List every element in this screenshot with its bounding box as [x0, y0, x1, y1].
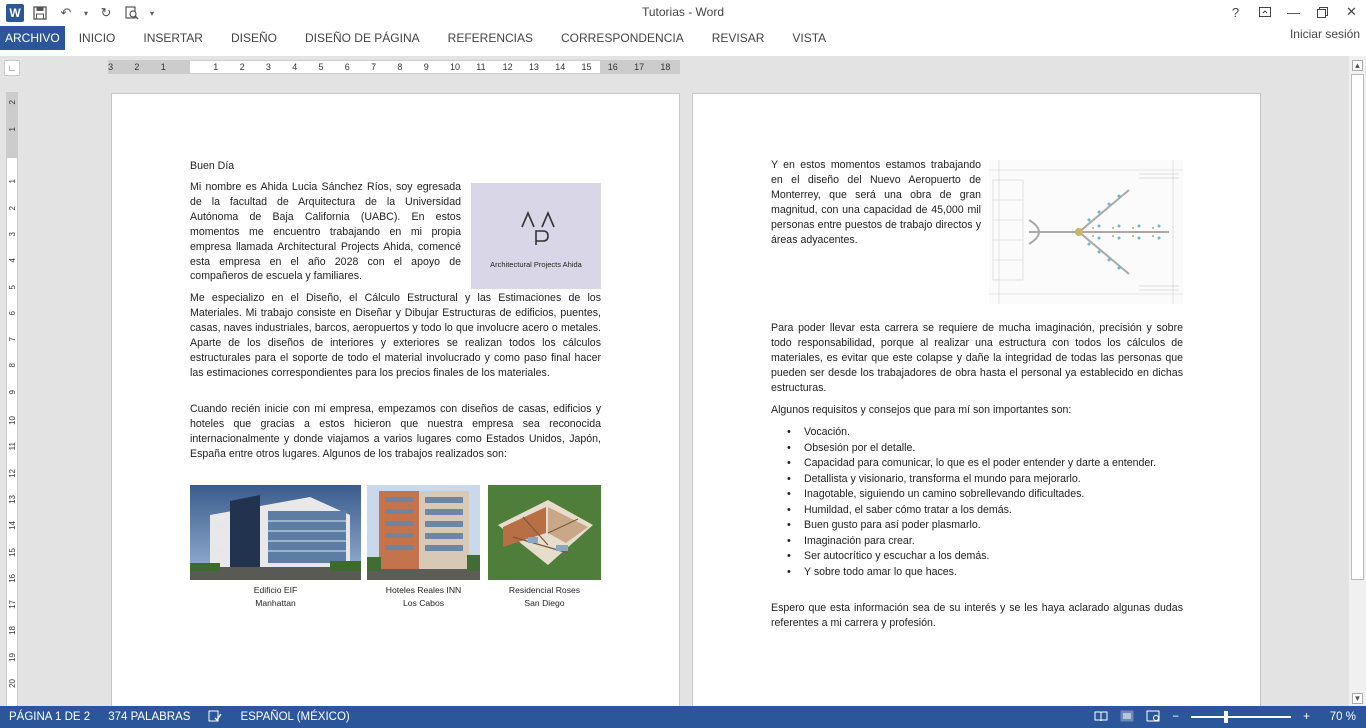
ruler-tick: 1 — [8, 126, 17, 132]
caption-line: Hoteles Reales INN — [385, 585, 462, 595]
ruler-tick: 12 — [8, 468, 17, 478]
ruler-tick: 2 — [134, 62, 140, 72]
ruler-tick: 17 — [634, 62, 645, 72]
closing-paragraph: Espero que esta información sea de su interés y se les haya aclarado algunas dudas referentes a mi carrera y profesión. — [771, 602, 1183, 629]
zoom-level[interactable]: 70 % — [1329, 711, 1356, 723]
list-item: • Detallista y visionario, transforma el mundo para mejorarlo. — [771, 472, 1191, 488]
specialization-paragraph: Me especializo en el Diseño, el Cálculo Estructural y las Estimaciones de los Materiales. Mi trabajo consiste en Diseñar y Dibujar Estructuras de edificios, puentes, casas, naves industriales, barcos, aeropuertos y todo lo que involucre acero o metales. Aparte de los diseños de interiores y exteriores se realizan todos los cálculos estructurales para el soporte de todo el material involucrado y como paso final hacer las estimaciones correspondientes para los precios finales de los materiales. — [190, 292, 601, 379]
ruler-tick: 13 — [8, 494, 17, 504]
airport-paragraph: Y en estos momentos estamos trabajando en el diseño del Nuevo Aeropuerto de Monterrey, que será una obra de gran magnitud, con una capacidad de 45,000 mil personas entre puestos de trabajo directos y áreas adyacentes. — [771, 159, 981, 246]
ruler-tick: 15 — [581, 62, 592, 72]
redo-icon[interactable]: ↻ — [100, 5, 112, 20]
ruler-tick: 1 — [160, 62, 166, 72]
print-layout-icon[interactable] — [1120, 710, 1134, 725]
page-count[interactable]: PÁGINA 1 DE 2 — [9, 711, 91, 723]
undo-dropdown-icon[interactable]: ▾ — [83, 8, 88, 18]
caption-line: San Diego — [524, 598, 565, 608]
ruler-tick: 5 — [318, 62, 324, 72]
ruler-tick: 7 — [371, 62, 377, 72]
undo-icon[interactable]: ↶ — [60, 5, 72, 20]
horizontal-ruler[interactable] — [108, 60, 680, 74]
ruler-tick: 16 — [8, 573, 17, 583]
ruler-tick: 2 — [239, 62, 245, 72]
scroll-thumb[interactable] — [1351, 74, 1364, 580]
caption-line: Residencial Roses — [508, 585, 581, 595]
list-item: • Ser autocrítico y escuchar a los demás. — [771, 549, 1191, 565]
requirements-intro: Algunos requisitos y consejos que para mí son importantes son: — [771, 404, 1072, 416]
minimize-icon[interactable]: — — [1287, 4, 1300, 20]
ruler-tick: 18 — [660, 62, 671, 72]
help-button[interactable]: ? — [1231, 4, 1240, 20]
vertical-ruler[interactable] — [6, 92, 18, 706]
proofing-icon[interactable] — [199, 710, 231, 725]
list-item: • Humildad, el saber cómo tratar a los demás. — [771, 503, 1191, 519]
greeting-text: Buen Día — [190, 160, 235, 172]
logo-mark — [471, 211, 601, 250]
tab-selector[interactable]: ∟ — [4, 60, 20, 76]
ruler-tick: 17 — [8, 600, 17, 609]
scroll-up-icon[interactable]: ▲ — [1353, 61, 1362, 70]
ruler-tick: 18 — [8, 626, 17, 636]
ruler-tick: 10 — [450, 62, 461, 72]
logo-caption: Architectural Projects Ahida — [490, 260, 582, 269]
ruler-tick: 14 — [555, 62, 566, 72]
ruler-tick: 14 — [8, 521, 17, 531]
tab-revisar[interactable]: REVISAR — [711, 31, 765, 45]
ruler-tick: 7 — [8, 337, 17, 342]
list-item: • Y sobre todo amar lo que haces. — [771, 565, 1191, 581]
status-bar — [0, 706, 1366, 728]
tab-referencias[interactable]: REFERENCIAS — [447, 31, 534, 45]
tab-diseno[interactable]: DISEÑO — [230, 31, 277, 45]
list-item: • Inagotable, siguiendo un camino sobrellevando dificultades. — [771, 487, 1191, 503]
ruler-tick: 3 — [8, 231, 17, 237]
ruler-tick: 8 — [397, 62, 403, 72]
window-title: Tutorias - Word — [641, 5, 725, 19]
ruler-tick: 5 — [8, 284, 17, 289]
photo-residencial-roses[interactable] — [488, 485, 601, 580]
airport-plan-image[interactable] — [989, 160, 1183, 304]
ruler-ticks — [108, 61, 680, 73]
title-bar — [0, 0, 1366, 26]
ruler-tick: 9 — [8, 389, 17, 395]
ruler-tick: 1 — [8, 179, 17, 184]
word-count[interactable]: 374 PALABRAS — [108, 711, 191, 723]
window-controls — [1221, 0, 1366, 24]
ruler-tick: 8 — [8, 363, 17, 368]
restore-icon[interactable] — [1308, 0, 1337, 24]
ruler-tick: 3 — [108, 62, 114, 72]
signin-link[interactable]: Iniciar sesión — [1289, 27, 1360, 41]
zoom-in-icon[interactable]: + — [1303, 711, 1310, 723]
requirements-list — [771, 425, 1191, 580]
list-item: • Imaginación para crear. — [771, 534, 1191, 550]
ruler-tick: 4 — [8, 258, 17, 263]
caption-hoteles-reales — [367, 584, 480, 610]
zoom-out-icon[interactable]: − — [1172, 711, 1180, 723]
page-2[interactable] — [692, 93, 1261, 706]
tab-diseno-de-pagina[interactable]: DISEÑO DE PÁGINA — [304, 31, 420, 45]
list-item: • Vocación. — [771, 425, 1191, 441]
customize-toolbar-icon[interactable]: ▾ — [149, 8, 154, 18]
close-icon[interactable]: ✕ — [1346, 4, 1357, 19]
zoom-slider[interactable] — [1191, 716, 1291, 718]
tab-vista[interactable]: VISTA — [792, 31, 827, 45]
history-paragraph: Cuando recién inicie con mi empresa, empezamos con diseños de casas, edificios y hoteles que gracias a estos hicieron que nuestra empresa sea reconocida internacionalmente y donde viajamos a varios lugares como Estados Unidos, Japón, España entre otros lugares. Algunos de los trabajos realizados son: — [190, 403, 601, 460]
tab-inicio[interactable]: INICIO — [78, 31, 116, 45]
caption-edificio-eif — [190, 584, 361, 610]
ruler-tick: 16 — [607, 62, 618, 72]
caption-residencial-roses — [488, 584, 601, 610]
intro-paragraph: Mi nombre es Ahida Lucia Sánchez Ríos, soy egresada de la facultad de Arquitectura de la Universidad Autónoma de Baja California (UABC). En estos momentos me encuentro trabajando en mi propia empresa llamada Architectural Projects Ahida, comencé esta empresa en el año 2028 con el apoyo de compañeros de escuela y familiares. — [190, 181, 461, 283]
ruler-tick: 13 — [528, 62, 539, 72]
ruler-tick: 15 — [8, 547, 17, 557]
ruler-tick: 11 — [8, 442, 17, 451]
caption-line: Los Cabos — [402, 598, 445, 608]
ruler-tick: 6 — [344, 62, 350, 72]
language-status[interactable]: ESPAÑOL (MÉXICO) — [240, 711, 350, 723]
page-1[interactable] — [111, 93, 680, 706]
apa-logo-icon — [516, 211, 556, 247]
career-paragraph: Para poder llevar esta carrera se requiere de mucha imaginación, precisión y sobre todo responsabilidad, porque al realizar una estructura con todos los cálculos de materiales, es evitar que este colapse y dañe la integridad de todas las personas que pueden ser desde los trabajadores de obra hasta el personal ya establecido en dichas estructuras. — [771, 322, 1183, 394]
tab-correspondencia[interactable]: CORRESPONDENCIA — [561, 31, 684, 45]
view-controls — [1094, 706, 1356, 728]
ruler-tick: 12 — [502, 62, 513, 72]
ruler-tick: 11 — [476, 62, 486, 72]
web-layout-icon[interactable] — [1146, 710, 1160, 725]
ruler-tick: 4 — [292, 62, 298, 72]
tab-archivo[interactable]: ARCHIVO — [0, 26, 65, 50]
zoom-slider-knob[interactable] — [1224, 711, 1228, 723]
company-logo[interactable] — [471, 183, 601, 289]
ruler-tick: 3 — [265, 62, 271, 72]
svg-text:APA: APA — [536, 231, 544, 232]
ruler-tick: 10 — [8, 416, 17, 425]
ribbon-display-icon[interactable] — [1250, 0, 1279, 24]
scroll-down-icon[interactable]: ▼ — [1353, 694, 1362, 703]
document-workspace — [0, 56, 1366, 706]
list-item: • Obsesión por el detalle. — [771, 441, 1191, 457]
ruler-tick: 9 — [423, 62, 429, 72]
caption-line: Manhattan — [255, 598, 296, 608]
ruler-ticks-vertical — [7, 92, 17, 706]
photo-hoteles-reales[interactable] — [367, 485, 480, 580]
word-app-icon[interactable]: W — [6, 4, 24, 22]
ribbon-tabs — [0, 26, 1366, 50]
ruler-tick: 20 — [8, 679, 17, 688]
ruler-tick: 2 — [8, 205, 17, 211]
vertical-scrollbar[interactable] — [1349, 56, 1366, 706]
ruler-tick: 19 — [8, 652, 17, 662]
caption-line: Edificio EIF — [253, 585, 298, 595]
ruler-tick: 2 — [8, 100, 17, 105]
read-mode-icon[interactable] — [1094, 710, 1108, 725]
tab-insertar[interactable]: INSERTAR — [143, 31, 203, 45]
ruler-tick: 1 — [213, 62, 219, 72]
list-item: • Capacidad para comunicar, lo que es el poder entender y darte a entender. — [771, 456, 1191, 472]
photo-edificio-eif[interactable] — [190, 485, 361, 580]
list-item: • Buen gusto para así poder plasmarlo. — [771, 518, 1191, 534]
ruler-tick: 6 — [8, 310, 17, 316]
